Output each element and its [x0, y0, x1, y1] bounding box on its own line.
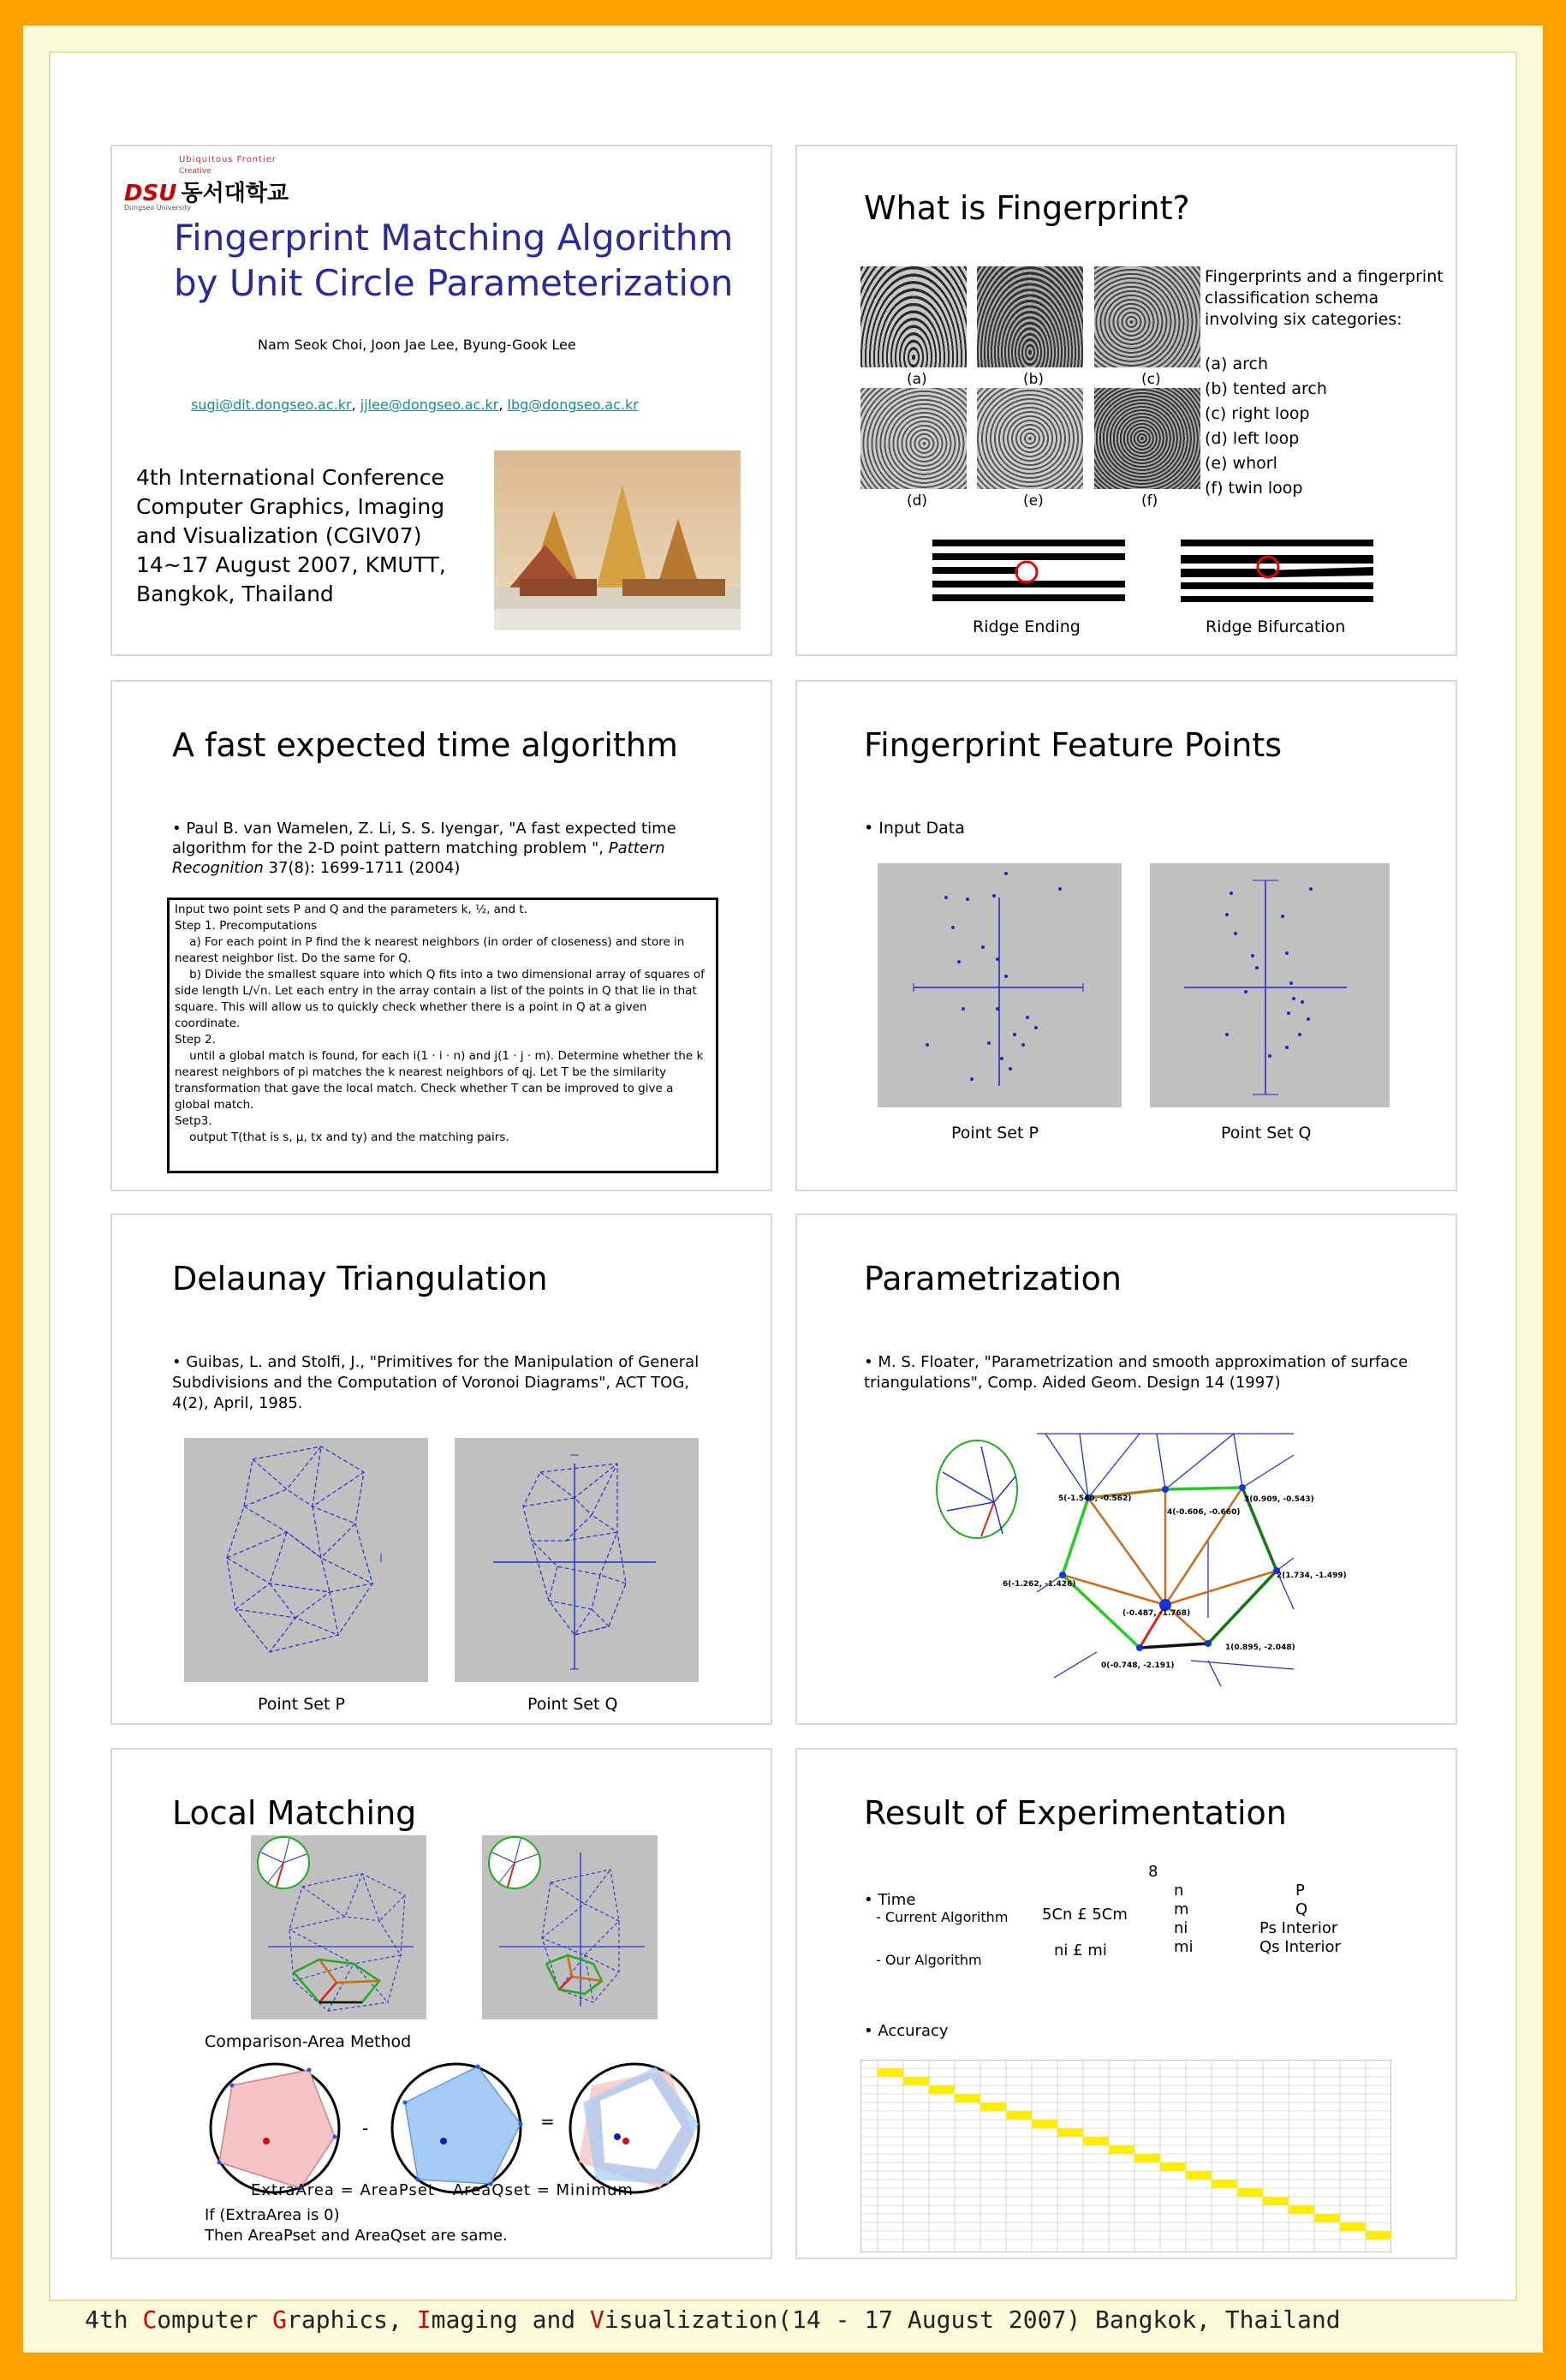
delaunay-reference: • Guibas, L. and Stolfi, J., "Primitives for the Manipulation of General Subdivisions and the Computation of Voronoi Diagrams", ACT TOG, 4(2), April, 1985.	[172, 1353, 700, 1412]
footer-letter-g: G	[272, 2305, 288, 2334]
conf-line-4: 14~17 August 2007, KMUTT,	[136, 552, 446, 577]
point-set-p-plot	[878, 863, 1122, 1107]
slide-title: A fast expected time algorithm	[172, 726, 678, 764]
category-item: (b) tented arch	[1205, 379, 1327, 398]
comparison-method-label: Comparison-Area Method	[205, 2032, 412, 2051]
our-algorithm-label: - Our Algorithm	[876, 1952, 982, 1968]
fingerprint-slide	[795, 145, 1457, 656]
email-link-1[interactable]: sugi@dit.dongseo.ac.kr	[191, 397, 352, 413]
conf-line-3: and Visualization (CGIV07)	[136, 523, 422, 548]
fingerprint-image-f	[1094, 388, 1200, 489]
area-condition	[205, 2205, 508, 2246]
fingerprint-image-c	[1094, 266, 1200, 367]
mesh-label: 4(-0.606, -0.660)	[1167, 1508, 1241, 1517]
area-circle-diff	[566, 2060, 703, 2197]
local-match-q-plot	[482, 1835, 658, 2019]
area-circle-q	[388, 2060, 525, 2197]
reference-journal: Pattern Recognition	[172, 839, 665, 877]
ridge-bifurcation-image	[1181, 536, 1373, 605]
title-slide	[110, 145, 772, 656]
point-set-q-plot	[1150, 863, 1390, 1107]
category-item: (d) left loop	[1205, 429, 1300, 448]
accuracy-table-image	[860, 2060, 1391, 2252]
local-match-p-plot	[251, 1835, 426, 2019]
fingerprint-image-a	[860, 266, 967, 367]
logo-abbr: DSU	[124, 181, 177, 206]
reference-text: • Paul B. van Wamelen, Z. Li, S. S. Iyengar, "A fast expected time algorithm for the 2-D point pattern matching problem ",	[172, 820, 676, 857]
fingerprint-description: Fingerprints and a fingerprint classification schema involving six categories:	[1205, 267, 1444, 329]
conference-info	[136, 463, 446, 609]
algorithm-reference	[172, 819, 720, 878]
label-b: (b)	[1023, 371, 1045, 388]
mesh-label: 0(-0.748, -2.191)	[1101, 1661, 1175, 1670]
footer-prefix: 4th	[85, 2305, 143, 2334]
slide-title: Parametrization	[864, 1260, 1122, 1297]
symbol: n	[1174, 1882, 1184, 1900]
email-link-2[interactable]: jjlee@dongseo.ac.kr	[360, 397, 499, 413]
authors: Nam Seok Choi, Joon Jae Lee, Byung-Gook Lee	[258, 337, 576, 353]
slide-title: What is Fingerprint?	[864, 189, 1190, 227]
result-slide	[795, 1748, 1457, 2259]
category-item: (c) right loop	[1205, 404, 1310, 423]
category-list	[1205, 352, 1327, 501]
meaning: Qs Interior	[1259, 1938, 1341, 1956]
algo-step: Input two point sets P and Q and the parameters k, ½, and t.	[175, 903, 527, 916]
algo-step: output T(that is s, μ, tx and ty) and the matching pairs.	[175, 1130, 509, 1144]
footer-letter-c: C	[142, 2305, 158, 2334]
email-line: sugi@dit.dongseo.ac.kr, jjlee@dongseo.ac.kr, lbg@dongseo.ac.kr	[191, 397, 639, 413]
algo-step: until a global match is found, for each i(1 · i · n) and j(1 · j · m). Determine whether the k nearest neighbors of pi matches the k nearest neighbors of qj. Let T be the similarity transformation that gave the local match. Check whether T can be improved to give a global match.	[175, 1049, 707, 1112]
delaunay-p-plot	[184, 1438, 428, 1682]
footer-word-imaging: maging and	[431, 2305, 591, 2334]
mesh-label: 1(0.895, -2.048)	[1225, 1643, 1295, 1652]
logo-univ: Dongseo University	[124, 204, 192, 212]
poster-title	[174, 215, 733, 306]
variable-meanings	[1259, 1882, 1341, 1957]
current-algorithm-label: - Current Algorithm	[876, 1909, 1009, 1925]
footer-letter-i: I	[416, 2305, 432, 2334]
mesh-label: 6(-1.262, -1.426)	[1003, 1580, 1076, 1589]
algorithm-slide	[110, 680, 772, 1191]
parametrization-slide	[795, 1214, 1457, 1725]
algo-step: Step 1. Precomputations	[175, 919, 318, 933]
algo-step: Setp3.	[175, 1114, 212, 1128]
delaunay-q-label: Point Set Q	[527, 1695, 618, 1714]
minus-sign: -	[362, 2118, 369, 2138]
algo-step: Step 2.	[175, 1033, 216, 1047]
conf-line-2: Computer Graphics, Imaging	[136, 494, 445, 519]
label-d: (d)	[907, 492, 928, 510]
point-set-q-label: Point Set Q	[1221, 1124, 1312, 1142]
algorithm-box	[167, 898, 718, 1173]
label-e: (e)	[1023, 492, 1044, 510]
feature-points-slide	[795, 680, 1457, 1191]
footer-letter-v: V	[590, 2305, 604, 2334]
reference-tail: 37(8): 1699-1711 (2004)	[263, 859, 461, 877]
local-matching-slide	[110, 1748, 772, 2259]
footer-conference	[85, 2305, 1341, 2334]
current-complexity: 5Cn £ 5Cm	[1042, 1906, 1128, 1924]
area-circle-p	[206, 2060, 343, 2197]
logo-name: 동서대학교	[181, 181, 289, 206]
logo-sub: Creative	[179, 167, 211, 176]
title-line-1: Fingerprint Matching Algorithm	[174, 217, 734, 259]
label-c: (c)	[1141, 371, 1161, 388]
university-logo	[124, 176, 289, 212]
footer-word-graphics: raphics,	[287, 2305, 417, 2334]
algo-step: a) For each point in P find the k nearest neighbors (in order of closeness) and store in nearest neighbor list. Do the same for Q.	[175, 935, 688, 965]
point-set-p-label: Point Set P	[951, 1124, 1039, 1142]
slide-title: Fingerprint Feature Points	[864, 726, 1283, 764]
meaning: P	[1295, 1882, 1305, 1900]
ridge-ending-image	[932, 536, 1125, 605]
accuracy-bullet: • Accuracy	[864, 2022, 949, 2040]
fingerprint-image-d	[860, 388, 967, 489]
mesh-label: 3(0.909, -0.543)	[1244, 1495, 1314, 1504]
ridge-ending-label: Ridge Ending	[973, 617, 1081, 636]
conf-line-1: 4th International Conference	[136, 465, 444, 490]
slide-title: Delaunay Triangulation	[172, 1260, 548, 1297]
footer-word-computer: omputer	[157, 2305, 273, 2334]
input-data-bullet: • Input Data	[864, 819, 965, 838]
fingerprint-image-b	[977, 266, 1083, 367]
footer-word-visualization: isualization(14 - 17 August 2007) Bangkok, Thailand	[604, 2305, 1341, 2334]
label-f: (f)	[1141, 492, 1158, 510]
conf-line-5: Bangkok, Thailand	[136, 582, 334, 606]
title-line-2: by Unit Circle Parameterization	[174, 262, 734, 304]
symbol: 8	[1148, 1863, 1158, 1881]
slide-title: Result of Experimentation	[864, 1794, 1287, 1832]
symbol: ni	[1174, 1919, 1188, 1937]
param-reference: • M. S. Floater, "Parametrization and smooth approximation of surface triangulations", Comp. Aided Geom. Design 14 (1997)	[864, 1353, 1408, 1392]
delaunay-q-plot	[455, 1438, 699, 1682]
logo-tagline: Ubiquitous Frontier	[179, 155, 277, 164]
meaning: Ps Interior	[1259, 1919, 1338, 1937]
equals-sign: =	[540, 2111, 555, 2132]
extra-area-formula: ExtraArea = AreaPset - AreaQset = Minimum	[251, 2181, 634, 2199]
fingerprint-image-e	[977, 388, 1083, 489]
mesh-label: (-0.487, -1.768)	[1122, 1609, 1191, 1618]
delaunay-p-label: Point Set P	[258, 1695, 345, 1714]
variable-symbols	[1148, 1863, 1194, 1957]
poster-frame	[23, 26, 1543, 2353]
delaunay-slide	[110, 1214, 772, 1725]
mesh-label: 2(1.734, -1.499)	[1277, 1572, 1347, 1580]
category-item: (a) arch	[1205, 355, 1269, 373]
poster-inner	[49, 51, 1517, 2334]
unit-circle-figure	[934, 1438, 1020, 1541]
meaning: Q	[1295, 1900, 1308, 1918]
label-a: (a)	[907, 371, 927, 388]
our-complexity: ni £ mi	[1054, 1942, 1107, 1959]
email-link-3[interactable]: lbg@dongseo.ac.kr	[507, 397, 639, 413]
category-item: (e) whorl	[1205, 454, 1277, 473]
ridge-bifurcation-label: Ridge Bifurcation	[1206, 617, 1346, 636]
condition-line-1: If (ExtraArea is 0)	[205, 2206, 340, 2224]
time-bullet: • Time	[864, 1891, 916, 1909]
slide-title: Local Matching	[172, 1794, 417, 1832]
temple-photo	[494, 450, 741, 630]
symbol: m	[1174, 1900, 1189, 1918]
category-item: (f) twin loop	[1205, 479, 1303, 498]
algo-step: b) Divide the smallest square into which Q fits into a two dimensional array of squares of side length L/√n. Let each entry in the array contain a list of the points in Q that lie in that square. This will allow us to quickly check whether there is a point in Q at a given coordinate.	[175, 968, 709, 1030]
condition-line-2: Then AreaPset and AreaQset are same.	[205, 2227, 508, 2245]
symbol: mi	[1174, 1938, 1194, 1956]
mesh-label: 5(-1.540, -0.562)	[1058, 1494, 1132, 1503]
